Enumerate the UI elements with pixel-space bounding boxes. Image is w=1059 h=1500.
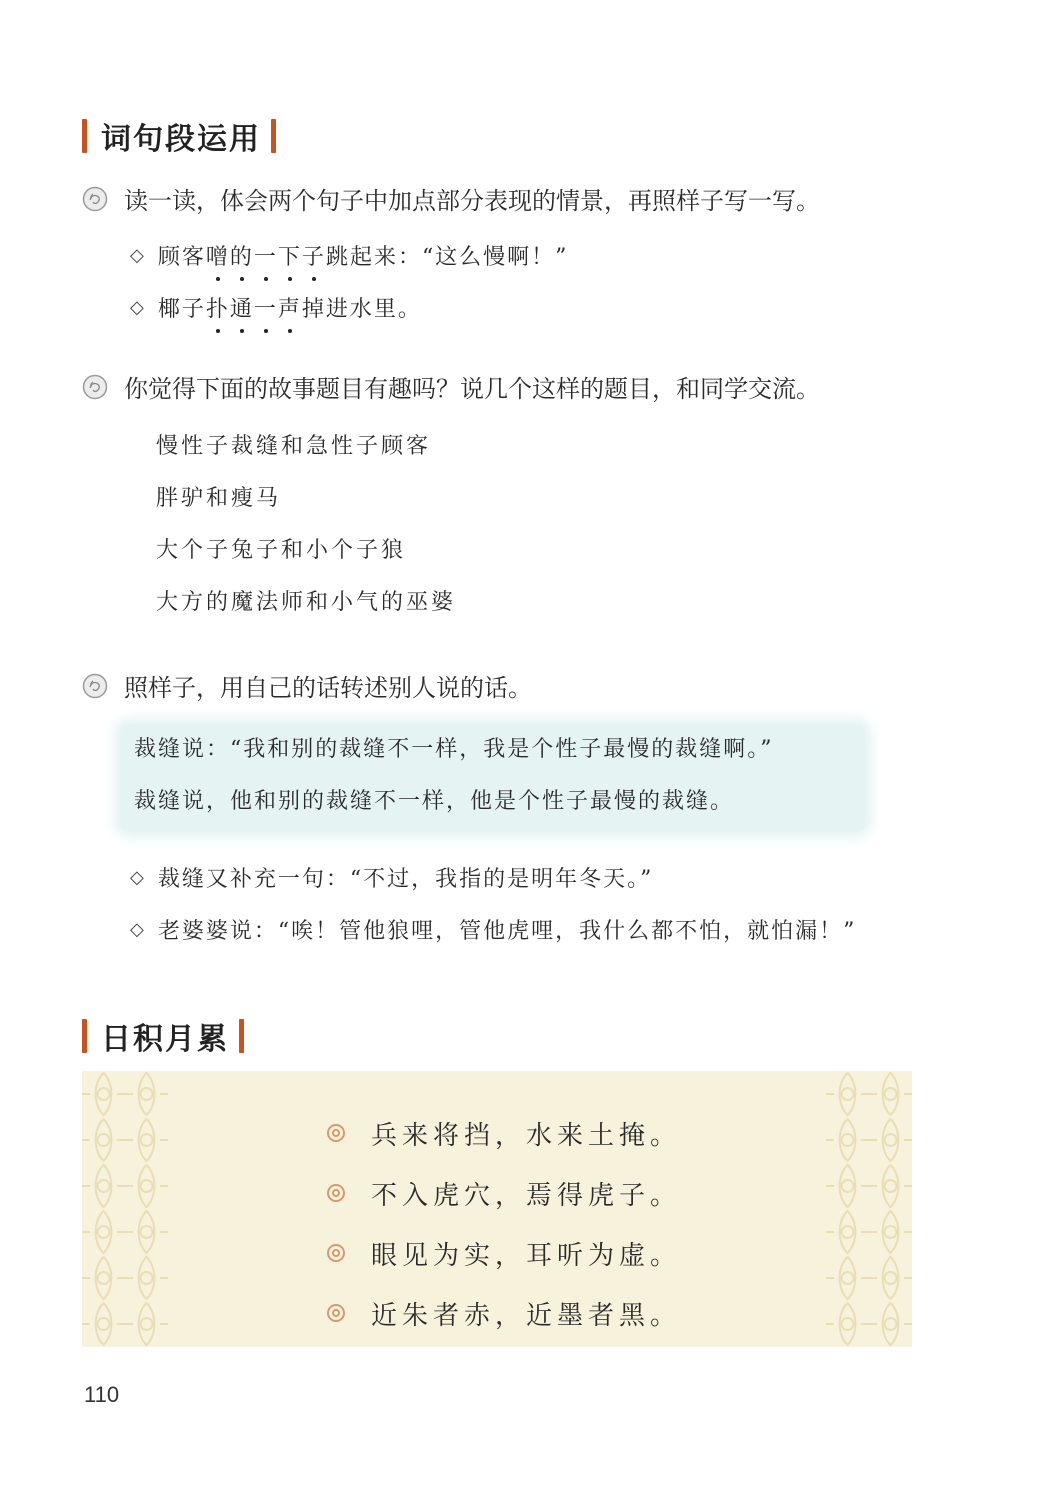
- swirl-circle-icon: [82, 374, 108, 400]
- sentence-lead: 椰子: [157, 297, 206, 322]
- idiom-panel: [82, 1071, 912, 1347]
- idiom-text: 眼见为实，耳听为虚。: [371, 1240, 682, 1271]
- diamond-icon: ◇: [130, 297, 144, 318]
- list-item: 慢性子裁缝和急性子顾客: [156, 434, 432, 459]
- double-ring-icon: [327, 1124, 345, 1142]
- idiom-text: 兵来将挡，水来土掩。: [371, 1120, 682, 1151]
- task-instruction: 你觉得下面的故事题目有趣吗？说几个这样的题目，和同学交流。: [124, 375, 820, 403]
- ornament-pattern-icon: [826, 1071, 912, 1347]
- dotted-char: 子: [302, 240, 326, 271]
- double-ring-icon: [327, 1184, 345, 1202]
- task-1: [82, 181, 820, 216]
- section-title: 词句段运用: [101, 122, 261, 157]
- double-ring-icon: [327, 1244, 345, 1262]
- story-title-list: [156, 421, 456, 629]
- sentence-rest: 掉进水里。: [301, 297, 422, 322]
- section-title: 日积月累: [101, 1022, 229, 1057]
- header-bar-left: [82, 1019, 87, 1053]
- idiom-item: [327, 1103, 681, 1163]
- practice-item-2: [130, 914, 856, 945]
- example-quote: 裁缝说：“我和别的裁缝不一样，我是个性子最慢的裁缝啊。”: [134, 737, 774, 762]
- dotted-char: 通: [230, 292, 254, 323]
- list-item: 胖驴和瘦马: [156, 486, 282, 511]
- header-bar-right: [271, 119, 276, 153]
- task-instruction: 读一读，体会两个句子中加点部分表现的情景，再照样子写一写。: [124, 187, 820, 215]
- section-header-accumulation: [82, 1014, 244, 1058]
- dotted-char: 下: [278, 240, 302, 271]
- task-2: [82, 369, 820, 404]
- idiom-item: [327, 1283, 681, 1343]
- double-ring-icon: [327, 1304, 345, 1322]
- idiom-item: [327, 1163, 681, 1223]
- diamond-icon: ◇: [130, 919, 144, 940]
- ornament-pattern-icon: [82, 1071, 168, 1347]
- diamond-icon: ◇: [130, 867, 144, 888]
- diamond-icon: ◇: [130, 245, 144, 266]
- dotted-char: 噌: [206, 240, 230, 271]
- example-retold: 裁缝说，他和别的裁缝不一样，他是个性子最慢的裁缝。: [134, 789, 735, 814]
- example-sentence-2: [130, 292, 422, 323]
- task-instruction: 照样子，用自己的话转述别人说的话。: [124, 674, 532, 702]
- dotted-char: 的: [230, 240, 254, 271]
- page-number: 110: [84, 1382, 120, 1407]
- example-sentence-1: [130, 240, 568, 271]
- idiom-item: [327, 1223, 681, 1283]
- sentence-rest: 跳起来：“这么慢啊！”: [325, 245, 569, 270]
- list-item: 大个子兔子和小个子狼: [156, 538, 407, 563]
- dotted-char: 一: [254, 240, 278, 271]
- idiom-list: [327, 1103, 681, 1343]
- section-header-word-sentence: [82, 114, 276, 158]
- swirl-circle-icon: [82, 186, 108, 212]
- idiom-text: 不入虎穴，焉得虎子。: [371, 1180, 682, 1211]
- sentence-lead: 顾客: [157, 245, 206, 270]
- dotted-char: 扑: [206, 292, 230, 323]
- dotted-char: 声: [278, 292, 302, 323]
- dotted-char: 一: [254, 292, 278, 323]
- idiom-text: 近朱者赤，近墨者黑。: [371, 1300, 682, 1331]
- header-bar-left: [82, 119, 87, 153]
- task-3: [82, 668, 532, 703]
- practice-text: 裁缝又补充一句：“不过，我指的是明年冬天。”: [157, 867, 654, 892]
- header-bar-right: [239, 1019, 244, 1053]
- example-box: [120, 724, 866, 832]
- swirl-circle-icon: [82, 673, 108, 699]
- practice-item-1: [130, 862, 653, 893]
- list-item: 大方的魔法师和小气的巫婆: [156, 590, 457, 615]
- practice-text: 老婆婆说：“唉！管他狼哩，管他虎哩，我什么都不怕，就怕漏！”: [157, 919, 857, 944]
